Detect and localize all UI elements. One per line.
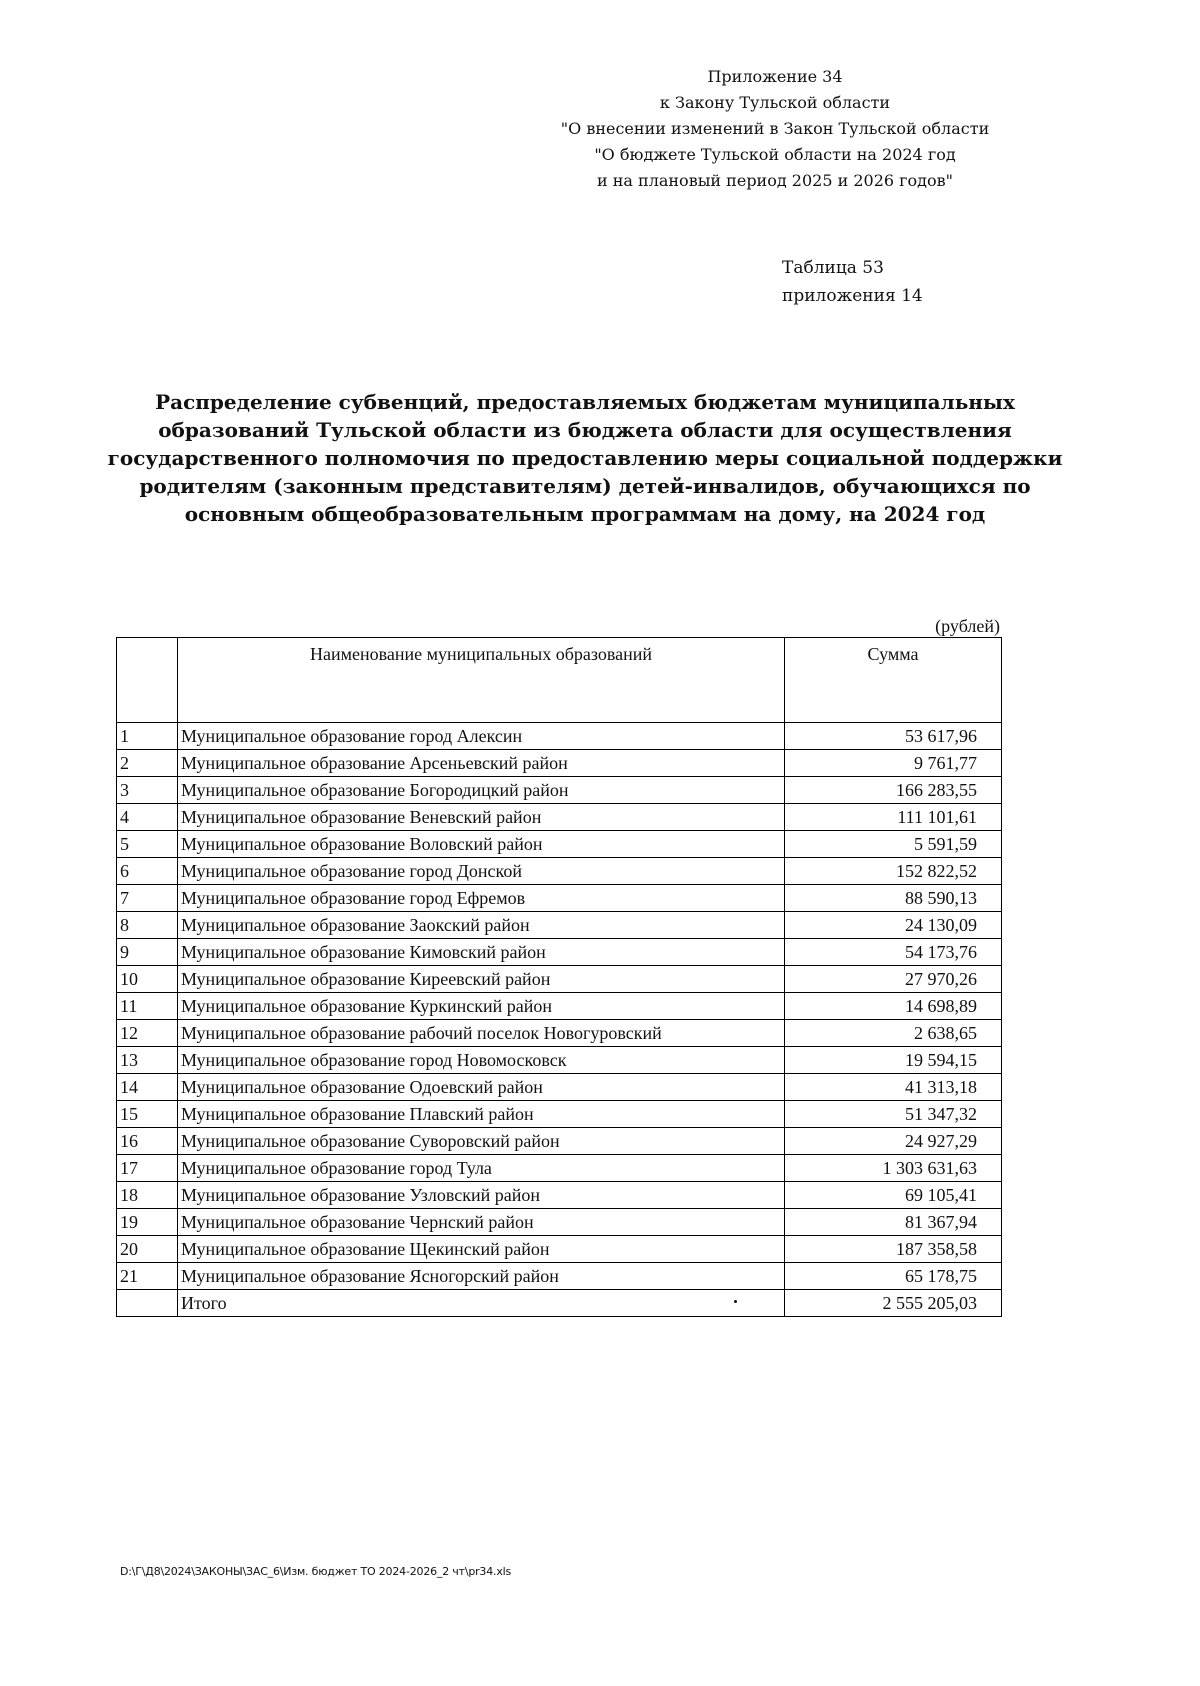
row-name-cell: Муниципальное образование город Новомосковск: [178, 1047, 785, 1074]
row-sum-cell: 9 761,77: [785, 750, 1002, 777]
row-sum-cell: 81 367,94: [785, 1209, 1002, 1236]
row-name-cell: Муниципальное образование Богородицкий район: [178, 777, 785, 804]
row-sum-cell: 24 927,29: [785, 1128, 1002, 1155]
row-number-cell: 6: [117, 858, 178, 885]
title-line-5: основным общеобразовательным программам на дому, на 2024 год: [184, 502, 986, 526]
title-line-2: образований Тульской области из бюджета области для осуществления: [158, 418, 1012, 442]
row-sum-cell: 53 617,96: [785, 723, 1002, 750]
row-name-cell: Муниципальное образование город Ефремов: [178, 885, 785, 912]
document-title: [80, 388, 1090, 528]
row-sum-cell: 19 594,15: [785, 1047, 1002, 1074]
row-sum-cell: 51 347,32: [785, 1101, 1002, 1128]
table-row: [117, 1263, 1002, 1290]
table-row: [117, 750, 1002, 777]
table-header-row: [117, 638, 1002, 723]
row-name-cell: Муниципальное образование Веневский район: [178, 804, 785, 831]
table-row: [117, 885, 1002, 912]
row-number-cell: 1: [117, 723, 178, 750]
row-number-cell: 20: [117, 1236, 178, 1263]
row-number-cell: 13: [117, 1047, 178, 1074]
table-ref-line-1: Таблица 53: [782, 258, 884, 278]
table-row: [117, 723, 1002, 750]
row-name-cell: Муниципальное образование Узловский район: [178, 1182, 785, 1209]
table-reference: [782, 254, 982, 310]
row-number-cell: 12: [117, 1020, 178, 1047]
appendix-line-5: и на плановый период 2025 и 2026 годов": [596, 171, 954, 190]
table-row: [117, 1128, 1002, 1155]
row-sum-cell: 152 822,52: [785, 858, 1002, 885]
table-row: [117, 858, 1002, 885]
row-sum-cell: 166 283,55: [785, 777, 1002, 804]
table-row: [117, 1209, 1002, 1236]
appendix-line-2: к Закону Тульской области: [659, 93, 891, 112]
row-number-cell: 7: [117, 885, 178, 912]
row-sum-cell: 1 303 631,63: [785, 1155, 1002, 1182]
appendix-line-1: Приложение 34: [707, 67, 843, 86]
file-path-footer: D:\Г\Д8\2024\ЗАКОНЫ\ЗАС_6\Изм. бюджет ТО 2024-2026_2 чт\pr34.xls: [120, 1565, 512, 1578]
row-sum-cell: 111 101,61: [785, 804, 1002, 831]
row-number-cell: 8: [117, 912, 178, 939]
title-line-3: государственного полномочия по предоставлению меры социальной поддержки: [107, 446, 1063, 470]
row-number-cell: 9: [117, 939, 178, 966]
table-row: [117, 804, 1002, 831]
row-name-cell: Муниципальное образование город Алексин: [178, 723, 785, 750]
row-name-cell: Муниципальное образование Арсеньевский район: [178, 750, 785, 777]
table-row: [117, 912, 1002, 939]
table-row: [117, 1020, 1002, 1047]
stray-dot-mark: [734, 1300, 737, 1303]
total-sum-cell: 2 555 205,03: [785, 1290, 1002, 1317]
row-sum-cell: 14 698,89: [785, 993, 1002, 1020]
row-sum-cell: 54 173,76: [785, 939, 1002, 966]
subventions-table: [116, 637, 1002, 1317]
row-sum-cell: 24 130,09: [785, 912, 1002, 939]
row-name-cell: Муниципальное образование Щекинский район: [178, 1236, 785, 1263]
row-sum-cell: 187 358,58: [785, 1236, 1002, 1263]
table-row: [117, 993, 1002, 1020]
table-row: [117, 1101, 1002, 1128]
total-name-cell: Итого: [178, 1290, 785, 1317]
row-name-cell: Муниципальное образование Заокский район: [178, 912, 785, 939]
table-body: [117, 723, 1002, 1317]
row-number-cell: 21: [117, 1263, 178, 1290]
appendix-line-3: "О внесении изменений в Закон Тульской области: [560, 119, 990, 138]
total-row: [117, 1290, 1002, 1317]
row-number-cell: 18: [117, 1182, 178, 1209]
header-number-cell: [117, 638, 178, 723]
row-sum-cell: 5 591,59: [785, 831, 1002, 858]
row-name-cell: Муниципальное образование Одоевский район: [178, 1074, 785, 1101]
table-row: [117, 1074, 1002, 1101]
row-number-cell: 14: [117, 1074, 178, 1101]
row-sum-cell: 65 178,75: [785, 1263, 1002, 1290]
row-number-cell: 15: [117, 1101, 178, 1128]
row-number-cell: 19: [117, 1209, 178, 1236]
title-line-1: Распределение субвенций, предоставляемых бюджетам муниципальных: [155, 390, 1015, 414]
row-name-cell: Муниципальное образование Плавский район: [178, 1101, 785, 1128]
row-name-cell: Муниципальное образование город Донской: [178, 858, 785, 885]
total-num-cell: [117, 1290, 178, 1317]
header-name-cell: Наименование муниципальных образований: [178, 638, 785, 723]
row-number-cell: 2: [117, 750, 178, 777]
row-sum-cell: 69 105,41: [785, 1182, 1002, 1209]
table-row: [117, 1236, 1002, 1263]
table-row: [117, 966, 1002, 993]
row-number-cell: 3: [117, 777, 178, 804]
row-name-cell: Муниципальное образование Суворовский район: [178, 1128, 785, 1155]
row-number-cell: 17: [117, 1155, 178, 1182]
row-name-cell: Муниципальное образование Воловский район: [178, 831, 785, 858]
row-name-cell: Муниципальное образование Чернский район: [178, 1209, 785, 1236]
table-row: [117, 1155, 1002, 1182]
row-name-cell: Муниципальное образование Кимовский район: [178, 939, 785, 966]
row-number-cell: 4: [117, 804, 178, 831]
units-label: (рублей): [935, 616, 1000, 636]
appendix-line-4: "О бюджете Тульской области на 2024 год: [594, 145, 956, 164]
table-row: [117, 831, 1002, 858]
row-number-cell: 16: [117, 1128, 178, 1155]
appendix-header: [560, 64, 990, 194]
row-sum-cell: 2 638,65: [785, 1020, 1002, 1047]
row-name-cell: Муниципальное образование Киреевский район: [178, 966, 785, 993]
row-name-cell: Муниципальное образование Куркинский район: [178, 993, 785, 1020]
row-sum-cell: 88 590,13: [785, 885, 1002, 912]
row-number-cell: 11: [117, 993, 178, 1020]
table-row: [117, 1182, 1002, 1209]
row-sum-cell: 41 313,18: [785, 1074, 1002, 1101]
table-row: [117, 1047, 1002, 1074]
row-number-cell: 5: [117, 831, 178, 858]
row-name-cell: Муниципальное образование город Тула: [178, 1155, 785, 1182]
title-line-4: родителям (законным представителям) детей-инвалидов, обучающихся по: [139, 474, 1031, 498]
header-sum-cell: Сумма: [785, 638, 1002, 723]
row-sum-cell: 27 970,26: [785, 966, 1002, 993]
table-row: [117, 777, 1002, 804]
row-name-cell: Муниципальное образование Ясногорский район: [178, 1263, 785, 1290]
row-name-cell: Муниципальное образование рабочий поселок Новогуровский: [178, 1020, 785, 1047]
table-ref-line-2: приложения 14: [782, 286, 923, 306]
table-row: [117, 939, 1002, 966]
row-number-cell: 10: [117, 966, 178, 993]
